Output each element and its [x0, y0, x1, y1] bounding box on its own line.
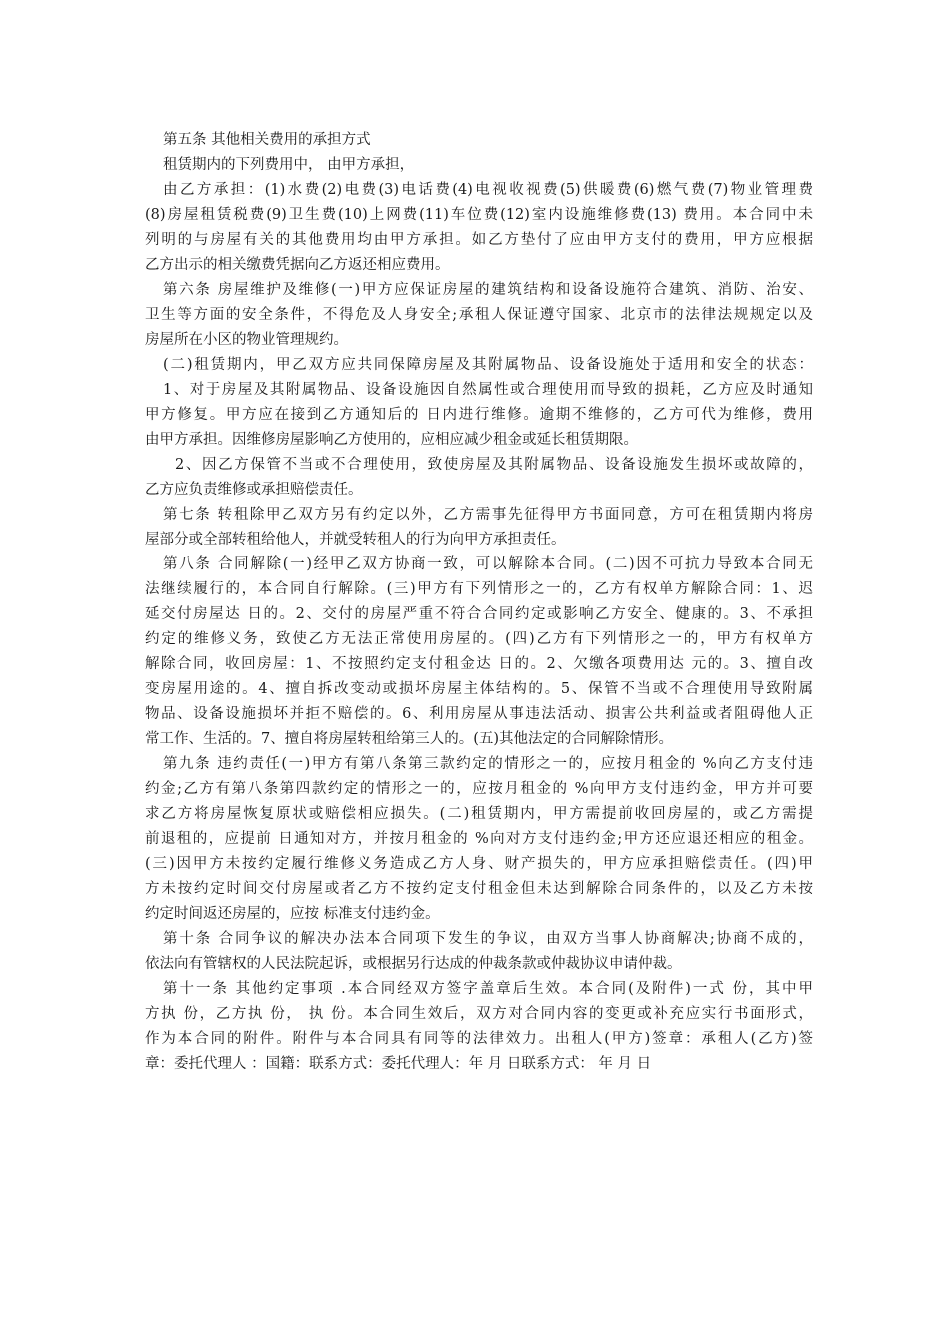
document-line: 方未按约定时间交付房屋或者乙方不按约定支付租金但未达到解除合同条件的，以及乙方未按 [145, 881, 813, 898]
document-line: 列明的与房屋有关的其他费用均由甲方承担。如乙方垫付了应由甲方支付的费用，甲方应根据 [145, 231, 813, 248]
document-line: 由甲方承担。因维修房屋影响乙方使用的，应相应减少租金或延长租赁期限。 [145, 431, 638, 448]
document-line: 第五条 其他相关费用的承担方式 [163, 132, 371, 148]
document-line: 第八条 合同解除(一)经甲乙双方协商一致，可以解除本合同。(二)因不可抗力导致本合同无 [163, 556, 813, 573]
document-line: 第九条 违约责任(一)甲方有第八条第三款约定的情形之一的，应按月租金的 %向乙方支付违 [163, 756, 813, 773]
document-line: 求乙方将房屋恢复原状或赔偿相应损失。(二)租赁期内，甲方需提前收回房屋的，或乙方需提 [145, 806, 813, 823]
document-line: 法继续履行的，本合同自行解除。(三)甲方有下列情形之一的，乙方有权单方解除合同：1、迟 [145, 581, 813, 598]
document-line: 约定的维修义务，致使乙方无法正常使用房屋的。(四)乙方有下列情形之一的，甲方有权单方 [145, 631, 813, 648]
document-line: 章：委托代理人 ：国籍：联系方式：委托代理人：年 月 日联系方式： 年 月 日 [145, 1055, 652, 1072]
document-line: 延交付房屋达 日的。2、交付的房屋严重不符合合同约定或影响乙方安全、健康的。3、不承担 [145, 606, 813, 623]
document-line: 1、对于房屋及其附属物品、设备设施因自然属性或合理使用而导致的损耗，乙方应及时通知 [163, 381, 813, 398]
document-line: 2、因乙方保管不当或不合理使用，致使房屋及其附属物品、设备设施发生损坏或故障的， [175, 456, 813, 473]
document-line: 第十一条 其他约定事项 .本合同经双方签字盖章后生效。本合同(及附件)一式 份，其中甲 [163, 980, 813, 997]
document-line: 由乙方承担：(1)水费(2)电费(3)电话费(4)电视收视费(5)供暖费(6)燃气费(7)物业管理费 [163, 181, 813, 198]
document-line: (三)因甲方未按约定履行维修义务造成乙方人身、财产损失的，甲方应承担赔偿责任。(四)甲 [145, 856, 813, 873]
document-line: 变房屋用途的。4、擅自拆改变动或损坏房屋主体结构的。5、保管不当或不合理使用导致附属 [145, 681, 813, 698]
document-line: 解除合同，收回房屋：1、不按照约定支付租金达 日的。2、欠缴各项费用达 元的。3、擅自改 [145, 656, 813, 673]
document-line: (8)房屋租赁税费(9)卫生费(10)上网费(11)车位费(12)室内设施维修费(13) 费用。本合同中未 [145, 206, 813, 223]
document-line: 物品、设备设施损坏并拒不赔偿的。6、利用房屋从事违法活动、损害公共利益或者阻碍他人正 [145, 706, 813, 723]
document-line: 第六条 房屋维护及维修(一)甲方应保证房屋的建筑结构和设备设施符合建筑、消防、治安、 [163, 281, 813, 298]
document-line: 前退租的，应提前 日通知对方，并按月租金的 %向对方支付违约金;甲方还应退还相应的租金。 [145, 831, 813, 848]
document-line: 乙方出示的相关缴费凭据向乙方返还相应费用。 [145, 256, 450, 273]
document-line: 乙方应负责维修或承担赔偿责任。 [145, 481, 363, 498]
document-line: 租赁期内的下列费用中， 由甲方承担， [163, 156, 415, 173]
document-line: 约定时间返还房屋的，应按 标准支付违约金。 [145, 906, 440, 923]
document-line: 约金;乙方有第八条第四款约定的情形之一的，应按月租金的 %向甲方支付违约金，甲方并可要 [145, 781, 813, 798]
document-line: 甲方修复。甲方应在接到乙方通知后的 日内进行维修。逾期不维修的，乙方可代为维修，费用 [145, 406, 813, 423]
document-line: 作为本合同的附件。附件与本合同具有同等的法律效力。出租人(甲方)签章：承租人(乙方)签 [145, 1030, 813, 1047]
document-line: 第七条 转租除甲乙双方另有约定以外，乙方需事先征得甲方书面同意，方可在租赁期内将房 [163, 506, 813, 523]
document-line: 依法向有管辖权的人民法院起诉，或根据另行达成的仲裁条款或仲裁协议申请仲裁。 [145, 956, 682, 972]
document-line: 屋部分或全部转租给他人，并就受转租人的行为向甲方承担责任。 [145, 531, 566, 548]
document-line: 方执 份，乙方执 份， 执 份。本合同生效后，双方对合同内容的变更或补充应实行书面形式， [145, 1005, 813, 1022]
document-line: (二)租赁期内，甲乙双方应共同保障房屋及其附属物品、设备设施处于适用和安全的状态： [163, 356, 813, 373]
document-line: 常工作、生活的。7、擅自将房屋转租给第三人的。(五)其他法定的合同解除情形。 [145, 731, 674, 748]
document-line: 卫生等方面的安全条件，不得危及人身安全;承租人保证遵守国家、北京市的法律法规规定以及 [145, 306, 813, 323]
document-line: 房屋所在小区的物业管理规约。 [145, 331, 348, 348]
document-line: 第十条 合同争议的解决办法本合同项下发生的争议，由双方当事人协商解决;协商不成的， [163, 931, 813, 948]
